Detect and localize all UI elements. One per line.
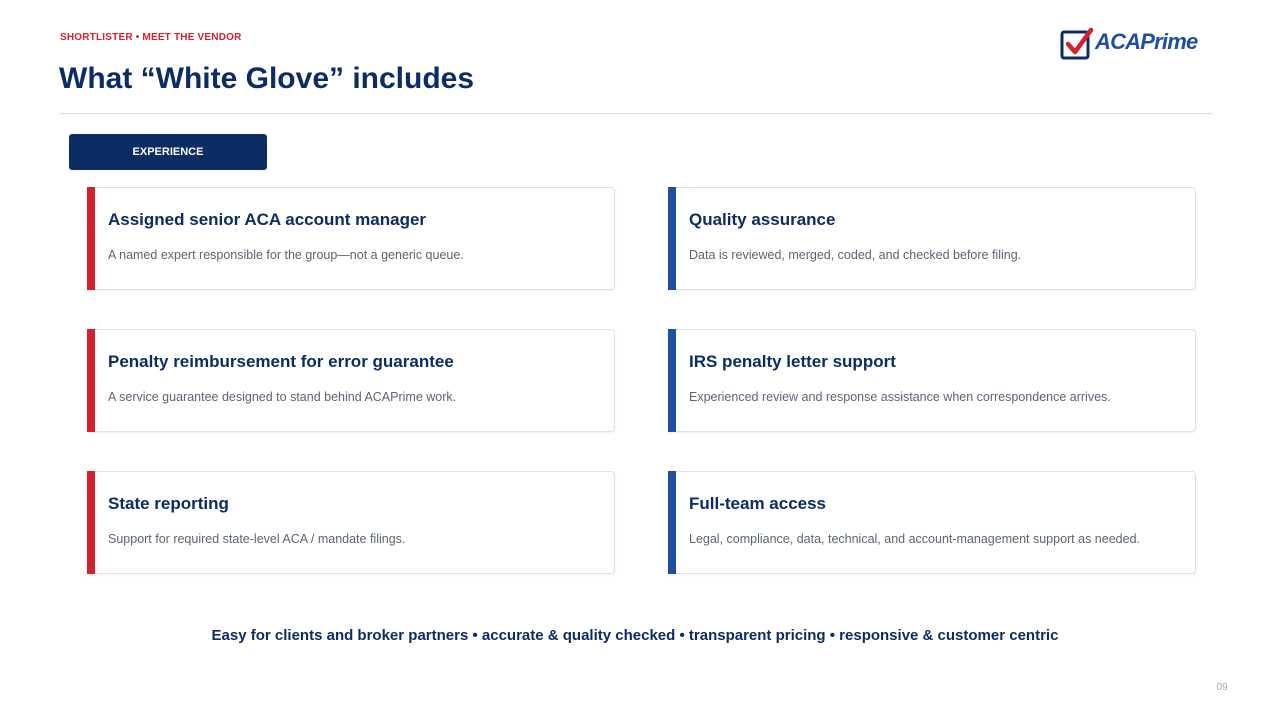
card-title: Penalty reimbursement for error guarantee xyxy=(108,352,454,371)
card-accent-bar xyxy=(87,471,95,574)
company-logo xyxy=(1060,26,1220,62)
footer-tagline: Easy for clients and broker partners • accurate & quality checked • transparent pricing • responsive & customer centric xyxy=(211,627,1059,644)
card-accent-bar xyxy=(668,187,676,290)
card-accent-bar xyxy=(87,329,95,432)
feature-card-account-manager xyxy=(87,187,615,290)
kicker-label: SHORTLISTER • MEET THE VENDOR xyxy=(60,32,242,43)
card-accent-bar xyxy=(87,187,95,290)
card-accent-bar xyxy=(668,329,676,432)
feature-card-penalty-reimbursement xyxy=(87,329,615,432)
card-description: Experienced review and response assistance when correspondence arrives. xyxy=(689,390,1111,404)
feature-card-state-reporting xyxy=(87,471,615,574)
feature-card-quality-assurance xyxy=(668,187,1196,290)
card-description: A named expert responsible for the group—not a generic queue. xyxy=(108,248,464,262)
tab-experience[interactable]: EXPERIENCE xyxy=(69,134,267,170)
card-title: Assigned senior ACA account manager xyxy=(108,210,427,229)
card-accent-bar xyxy=(668,471,676,574)
feature-card-full-team-access xyxy=(668,471,1196,574)
card-description: Data is reviewed, merged, coded, and checked before filing. xyxy=(689,248,1022,262)
card-title: State reporting xyxy=(108,494,229,513)
header-divider xyxy=(60,113,1212,114)
checkbox-check-icon xyxy=(1060,27,1094,61)
card-title: Quality assurance xyxy=(689,210,836,229)
page-title: What “White Glove” includes xyxy=(59,62,475,95)
feature-card-irs-letter-support xyxy=(668,329,1196,432)
card-description: Support for required state-level ACA / mandate filings. xyxy=(108,532,406,546)
card-title: Full-team access xyxy=(689,494,827,513)
card-description: A service guarantee designed to stand behind ACAPrime work. xyxy=(108,390,457,404)
card-description: Legal, compliance, data, technical, and account-management support as needed. xyxy=(689,532,1140,546)
card-title: IRS penalty letter support xyxy=(689,352,896,371)
page-number: 09 xyxy=(1216,682,1228,693)
logo-wordmark: ACAPrime xyxy=(1095,29,1198,54)
